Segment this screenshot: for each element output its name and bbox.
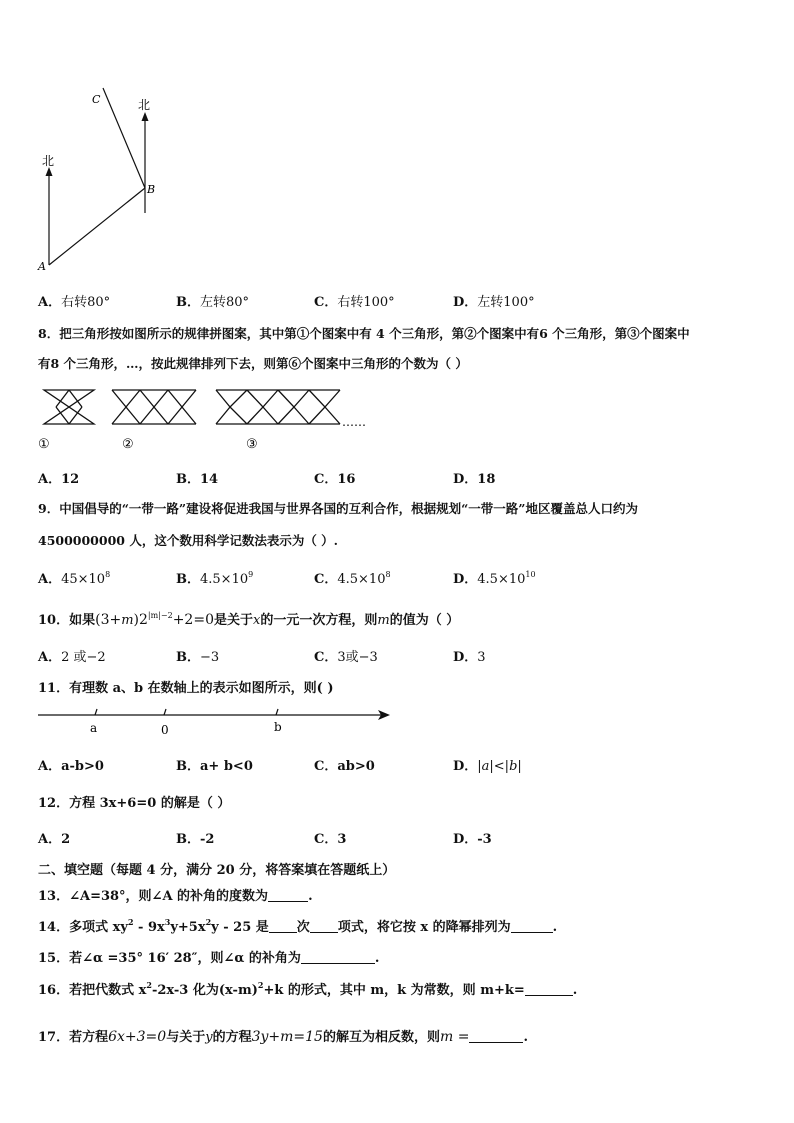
pattern-label-2: ②: [122, 437, 134, 452]
q8-option-d[interactable]: D．18: [453, 472, 496, 487]
q17-stem: 17．若方程6x+3=0与关于y的方程3y+m=15的解互为相反数，则m = .: [38, 1029, 528, 1045]
pattern-ellipsis: ……: [342, 415, 366, 429]
q10-option-d[interactable]: D．3: [453, 650, 486, 665]
tick-b: [276, 709, 278, 715]
q14-terms-blank[interactable]: [310, 920, 338, 933]
pattern-1-top-mid: [56, 390, 69, 407]
q10-option-a[interactable]: A．2 或−2: [38, 650, 106, 665]
bearing-figure: [30, 85, 170, 275]
pattern-1: [44, 390, 94, 424]
q7-option-d[interactable]: D．左转100°: [453, 295, 535, 310]
q14-stem: 14．多项式 $xy^2 - 9x^3y+5x^2y - 25$ 是 次 项式，将它按 x 的降幂排列为 .: [38, 917, 558, 935]
q13-stem: 13．∠A=38°，则∠A 的补角的度数为 .: [38, 889, 313, 904]
point-label-b: B: [147, 183, 156, 196]
q14-order-blank[interactable]: [511, 920, 553, 933]
q8-line2: 有8 个三角形，…，按此规律排列下去，则第⑥个图案中三角形的个数为（ ）: [38, 356, 468, 371]
section-heading-fill-in: 二、填空题（每题 4 分，满分 20 分，将答案填在答题纸上）: [38, 863, 396, 878]
q10-option-c[interactable]: C．3或−3: [314, 650, 378, 665]
q12-option-d[interactable]: D．-3: [453, 832, 492, 847]
q12-option-b[interactable]: B．-2: [176, 832, 215, 847]
q17-answer-blank[interactable]: [469, 1030, 523, 1043]
north-arrow-a: [46, 167, 53, 176]
north-label-b: 北: [138, 98, 151, 112]
q8-option-b[interactable]: B．14: [176, 472, 219, 487]
point-label-c: C: [92, 93, 101, 106]
q15-answer-blank[interactable]: [301, 951, 375, 964]
number-line-label-b: b: [274, 720, 282, 734]
pattern-label-3: ③: [246, 437, 258, 452]
q12-option-c[interactable]: C．3: [314, 832, 347, 847]
q9-option-a[interactable]: A．$45\times 10^8$: [38, 570, 111, 587]
q15-stem: 15．若∠α =35° 16′ 28″，则∠α 的补角为 .: [38, 951, 380, 966]
q8-option-c[interactable]: C．16: [314, 472, 356, 487]
q9-line1: 9．中国倡导的“一带一路”建设将促进我国与世界各国的互利合作，根据规划“一带一路”地区覆盖总人口约为: [38, 501, 638, 516]
pattern-label-1: ①: [38, 437, 50, 452]
q12-option-a[interactable]: A．2: [38, 832, 71, 847]
q16-answer-blank[interactable]: [525, 983, 573, 996]
north-arrow-b: [142, 112, 149, 121]
q11-option-b[interactable]: B．a+ b<0: [176, 759, 253, 774]
q7-option-c[interactable]: C．右转100°: [314, 295, 395, 310]
number-line-label-a: a: [90, 721, 98, 735]
q7-option-b[interactable]: B．左转80°: [176, 295, 250, 310]
q12-stem: 12．方程 3x+6=0 的解是（ ）: [38, 796, 231, 811]
north-label-a: 北: [42, 154, 55, 168]
q9-line2: 4500000000 人，这个数用科学记数法表示为（ ）.: [38, 533, 339, 548]
point-label-a: A: [38, 260, 46, 273]
triangle-pattern-figure: [36, 388, 376, 454]
q8-line1: 8．把三角形按如图所示的规律拼图案，其中第①个图案中有 4 个三角形，第②个图案中有6 个三角形，第③个图案中: [38, 326, 690, 341]
q10-stem: 10．如果$(3+m)2^{|m|-2}+2=0$是关于x的一元一次方程，则m的值为（ ）: [38, 611, 460, 628]
q11-stem: 11．有理数 a、b 在数轴上的表示如图所示，则( ): [38, 681, 334, 696]
tick-a: [95, 709, 97, 715]
q11-option-c[interactable]: C．ab>0: [314, 759, 375, 774]
q11-option-d[interactable]: D．|a|<|b|: [453, 759, 522, 774]
segment-ab: [49, 188, 145, 265]
number-line-label-0: 0: [161, 723, 169, 737]
q9-option-d[interactable]: D．$4.5\times 10^{10}$: [453, 570, 536, 587]
q9-option-b[interactable]: B．$4.5\times 10^9$: [176, 570, 254, 587]
q16-stem: 16．若把代数式 $x^2-2x-3$ 化为$(x-m)^2+k$ 的形式，其中 m，k 为常数，则 m+k= .: [38, 980, 578, 998]
q7-option-a[interactable]: A．右转80°: [38, 295, 111, 310]
q9-option-c[interactable]: C．$4.5\times 10^8$: [314, 570, 391, 587]
q8-option-a[interactable]: A．12: [38, 472, 80, 487]
number-line: [36, 700, 396, 742]
tick-0: [164, 709, 166, 715]
q10-option-b[interactable]: B．−3: [176, 650, 220, 665]
q14-degree-blank[interactable]: [269, 920, 297, 933]
q11-option-a[interactable]: A．a-b>0: [38, 759, 104, 774]
q13-answer-blank[interactable]: [268, 889, 308, 902]
